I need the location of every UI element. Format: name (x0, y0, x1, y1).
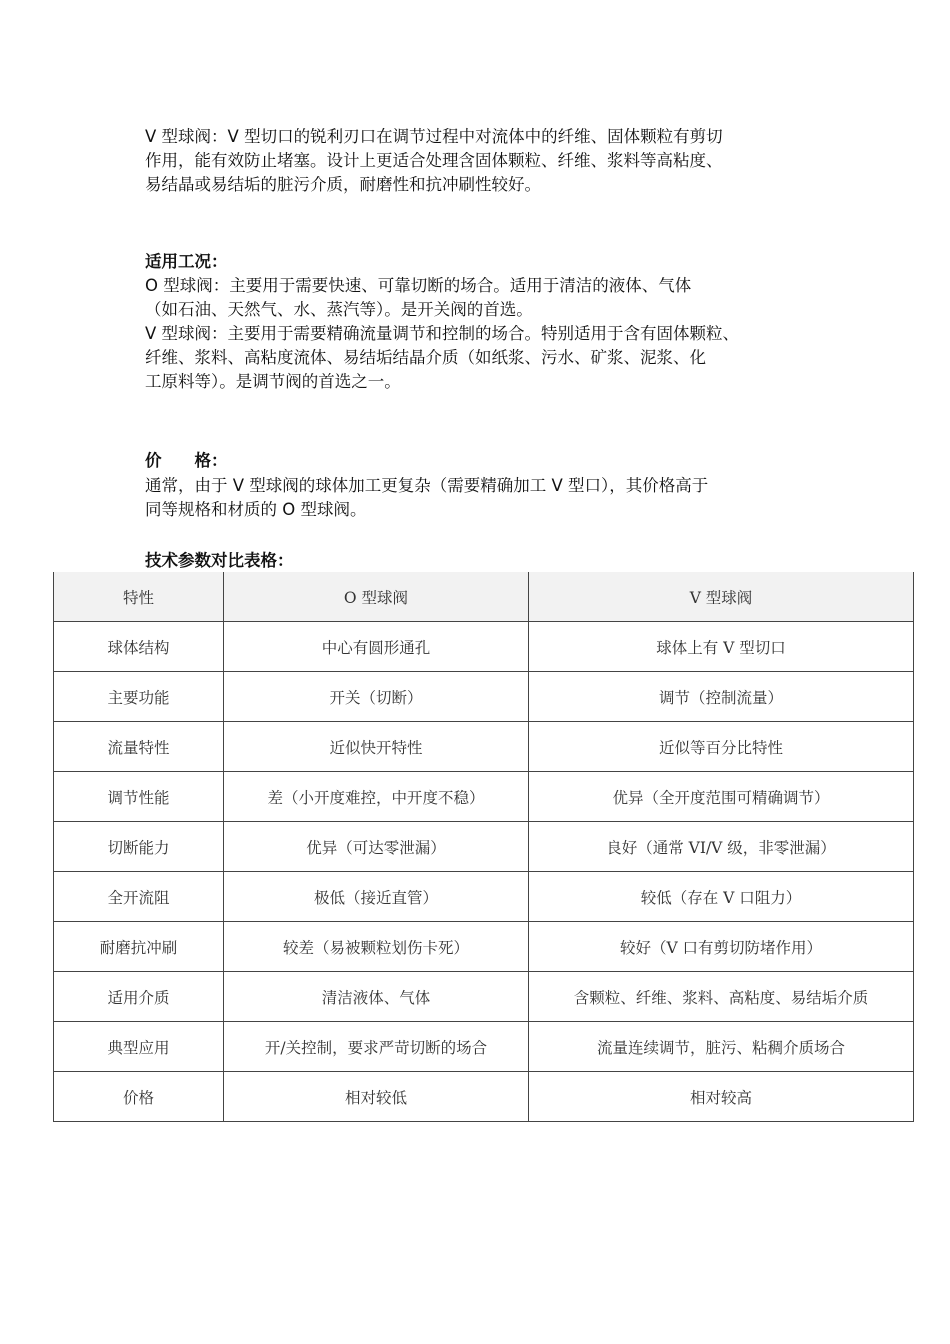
table-cell: 流量连续调节，脏污、粘稠介质场合 (529, 1022, 914, 1072)
table-cell: 流量特性 (54, 722, 224, 772)
conditions-paragraph (145, 274, 825, 394)
v-ball-valve-description (145, 125, 825, 197)
table-row (54, 622, 914, 672)
table-cell: 优异（可达零泄漏） (224, 822, 529, 872)
table-cell: 清洁液体、气体 (224, 972, 529, 1022)
table-row (54, 822, 914, 872)
paragraph-line: V 型球阀：V 型切口的锐利刃口在调节过程中对流体中的纤维、固体颗粒有剪切 (145, 127, 723, 146)
paragraph-line: V 型球阀：主要用于需要精确流量调节和控制的场合。特别适用于含有固体颗粒、 (145, 324, 740, 343)
table-cell: 调节（控制流量） (529, 672, 914, 722)
comparison-table (53, 572, 914, 1122)
table-cell: 开/关控制，要求严苛切断的场合 (224, 1022, 529, 1072)
table-cell: 近似等百分比特性 (529, 722, 914, 772)
table-cell: 价格 (54, 1072, 224, 1122)
table-cell: 含颗粒、纤维、浆料、高粘度、易结垢介质 (529, 972, 914, 1022)
paragraph-line: 纤维、浆料、高粘度流体、易结垢结晶介质（如纸浆、污水、矿浆、泥浆、化 (145, 348, 706, 367)
table-cell: 极低（接近直管） (224, 872, 529, 922)
table-cell: 优异（全开度范围可精确调节） (529, 772, 914, 822)
table-cell: 切断能力 (54, 822, 224, 872)
table-title: 技术参数对比表格： (145, 551, 294, 570)
paragraph-line: O 型球阀：主要用于需要快速、可靠切断的场合。适用于清洁的液体、气体 (145, 276, 692, 295)
table-header-row (54, 572, 914, 622)
header-cell: O 型球阀 (224, 572, 529, 622)
paragraph-line: 作用，能有效防止堵塞。设计上更适合处理含固体颗粒、纤维、浆料等高粘度、 (145, 151, 723, 170)
table-cell: 较好（V 口有剪切防堵作用） (529, 922, 914, 972)
table-row (54, 672, 914, 722)
paragraph-line: 易结晶或易结垢的脏污介质，耐磨性和抗冲刷性较好。 (145, 175, 541, 194)
table-row (54, 922, 914, 972)
table-cell: 差（小开度难控，中开度不稳） (224, 772, 529, 822)
table-cell: 较差（易被颗粒划伤卡死） (224, 922, 529, 972)
table-row (54, 972, 914, 1022)
paragraph-line: 工原料等）。是调节阀的首选之一。 (145, 372, 401, 391)
paragraph-line: 同等规格和材质的 O 型球阀。 (145, 500, 367, 519)
table-cell: 开关（切断） (224, 672, 529, 722)
table-cell: 典型应用 (54, 1022, 224, 1072)
table-cell: 耐磨抗冲刷 (54, 922, 224, 972)
header-cell: V 型球阀 (529, 572, 914, 622)
table-row (54, 722, 914, 772)
table-cell: 近似快开特性 (224, 722, 529, 772)
table-cell: 适用介质 (54, 972, 224, 1022)
table-cell: 中心有圆形通孔 (224, 622, 529, 672)
table-row (54, 1072, 914, 1122)
table-cell: 相对较高 (529, 1072, 914, 1122)
table-cell: 主要功能 (54, 672, 224, 722)
table-cell: 球体结构 (54, 622, 224, 672)
table-cell: 较低（存在 V 口阻力） (529, 872, 914, 922)
table-row (54, 1022, 914, 1072)
price-heading: 价 格： (145, 451, 228, 470)
conditions-heading: 适用工况： (145, 252, 228, 271)
table-cell: 全开流阻 (54, 872, 224, 922)
table-row (54, 772, 914, 822)
table-cell: 相对较低 (224, 1072, 529, 1122)
table-row (54, 872, 914, 922)
table-cell: 良好（通常 VI/V 级，非零泄漏） (529, 822, 914, 872)
table-cell: 球体上有 V 型切口 (529, 622, 914, 672)
paragraph-line: （如石油、天然气、水、蒸汽等）。是开关阀的首选。 (145, 300, 533, 319)
header-cell: 特性 (54, 572, 224, 622)
paragraph-line: 通常，由于 V 型球阀的球体加工更复杂（需要精确加工 V 型口），其价格高于 (145, 476, 709, 495)
table-cell: 调节性能 (54, 772, 224, 822)
price-paragraph (145, 474, 825, 522)
